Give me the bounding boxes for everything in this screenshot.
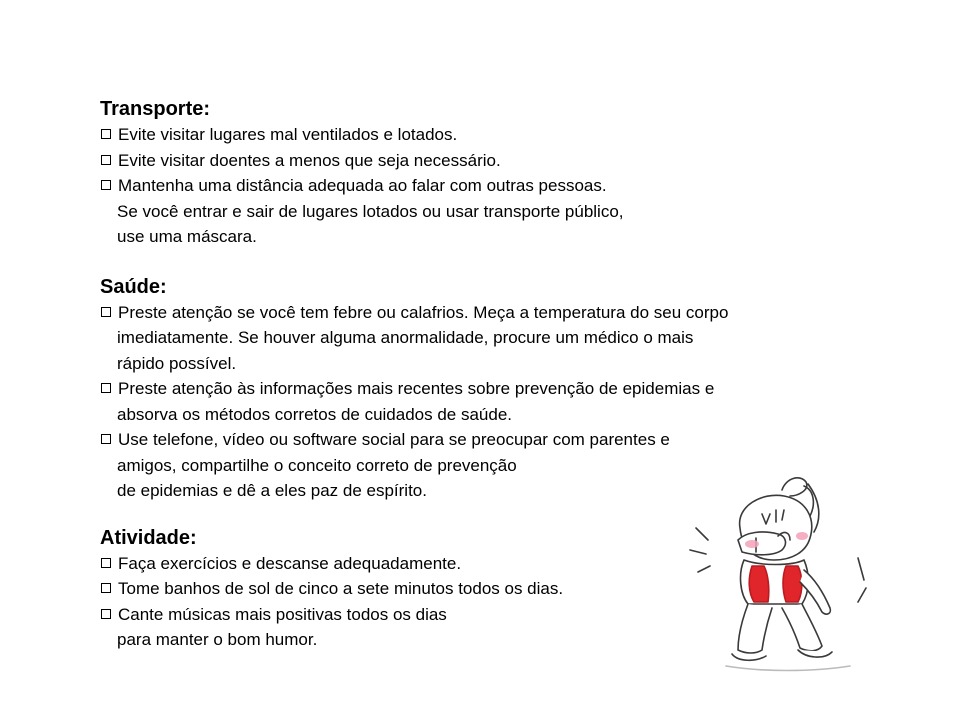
checkbox-bullet-icon [101, 180, 111, 190]
list-item [100, 300, 900, 377]
list-item [100, 122, 900, 148]
list-item-text: Faça exercícios e descanse adequadamente. [118, 553, 462, 573]
checkbox-bullet-icon [101, 583, 111, 593]
checkbox-bullet-icon [101, 434, 111, 444]
section-title: Saúde: [100, 275, 167, 298]
checkbox-bullet-icon [101, 558, 111, 568]
section-title: Atividade: [100, 526, 197, 549]
checkbox-bullet-icon [101, 383, 111, 393]
list-item [100, 173, 900, 250]
list-item-text: rápido possível. [117, 353, 237, 373]
list-item-text: imediatamente. Se houver alguma anormalidade, procure um médico o mais [117, 328, 694, 347]
list-item-text: Cante músicas mais positivas todos os dias [118, 604, 447, 624]
list-item-text: Evite visitar doentes a menos que seja necessário. [118, 150, 501, 170]
list-item-text: Use telefone, vídeo ou software social para se preocupar com parentes e [118, 430, 670, 449]
list-item-text: Se você entrar e sair de lugares lotados ou usar transporte público, [117, 201, 624, 221]
list-item-text: amigos, compartilhe o conceito correto de prevenção [117, 455, 517, 475]
checkbox-bullet-icon [101, 307, 111, 317]
checkbox-bullet-icon [101, 129, 111, 139]
section-title: Transporte: [100, 98, 211, 120]
list-item-text: Preste atenção se você tem febre ou calafrios. Meça a temperatura do seu corpo [118, 302, 729, 322]
list-item-text: de epidemias e dê a eles paz de espírito. [117, 481, 427, 500]
section-saude [100, 274, 900, 504]
section-transporte [100, 96, 900, 250]
list-item-text: Mantenha uma distância adequada ao falar com outras pessoas. [118, 176, 607, 195]
list-item-text: absorva os métodos corretos de cuidados de saúde. [117, 404, 513, 424]
list-item-text: Evite visitar lugares mal ventilados e lotados. [118, 125, 458, 144]
checkbox-bullet-icon [101, 155, 111, 165]
list-item-text: Preste atenção às informações mais recentes sobre prevenção de epidemias e [118, 379, 715, 398]
list-item-text: para manter o bom humor. [117, 630, 318, 649]
list-item [100, 376, 900, 427]
list-item [100, 148, 900, 174]
list-item-text: use uma máscara. [117, 227, 257, 246]
list-item-text: Tome banhos de sol de cinco a sete minutos todos os dias. [118, 579, 564, 598]
checkbox-bullet-icon [101, 609, 111, 619]
coughing-character-illustration [682, 470, 892, 680]
